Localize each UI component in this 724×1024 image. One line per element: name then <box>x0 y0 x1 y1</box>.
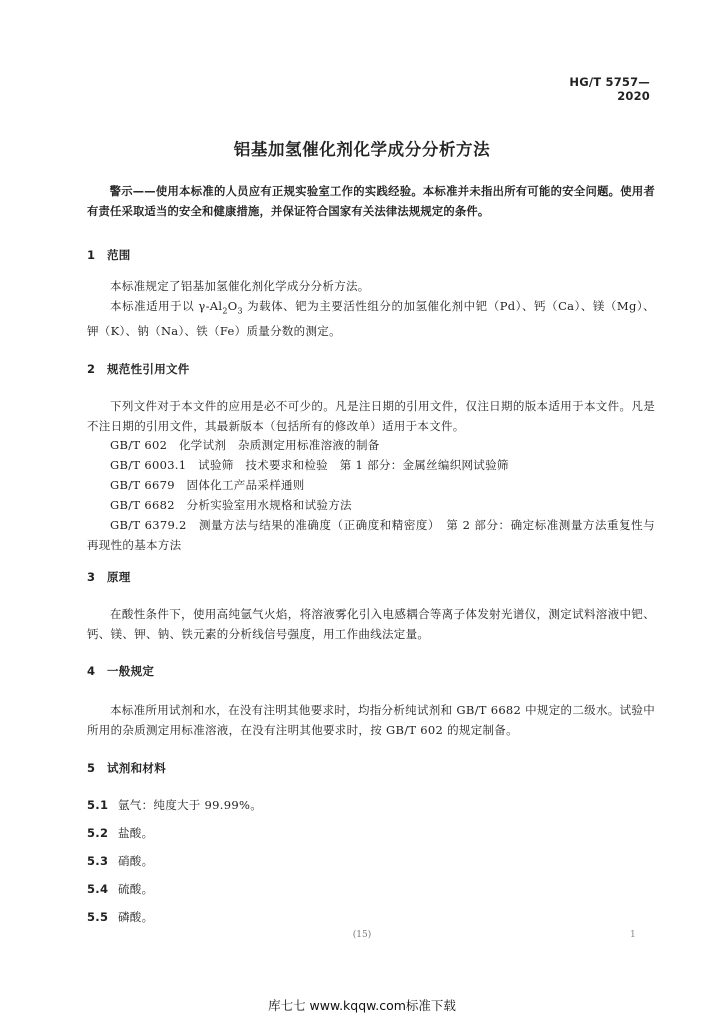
item-text: 硫酸。 <box>118 882 154 896</box>
document-title: 铝基加氢催化剂化学成分分析方法 <box>233 140 491 159</box>
scope-text-part: 本标准适用于以 γ-Al <box>110 299 223 313</box>
principle-paragraph: 在酸性条件下，使用高纯氩气火焰，将溶液雾化引入电感耦合等离子体发射光谱仪，测定试料溶液中钯、钙、镁、钾、钠、铁元素的分析线信号强度，用工作曲线法定量。 <box>87 607 655 641</box>
scope-paragraph-2 <box>87 296 655 341</box>
section-number: 3 <box>87 570 96 584</box>
item-number: 5.5 <box>87 910 109 924</box>
page-label: (15) <box>352 930 372 940</box>
standard-number: HG/T 5757—2020 <box>569 75 650 103</box>
section-heading-1 <box>87 247 131 263</box>
subscript: 2 <box>222 306 228 316</box>
section-heading-3 <box>87 569 131 585</box>
section-heading-5 <box>87 760 166 776</box>
reference-item: GB/T 6003.1 试验筛 技术要求和检验 第 1 部分：金属丝编织网试验筛 <box>110 458 509 472</box>
item-number: 5.3 <box>87 854 109 868</box>
reference-item: GB/T 6679 固体化工产品采样通则 <box>110 478 305 492</box>
section-title: 一般规定 <box>107 664 155 678</box>
site-watermark: 库七七 www.kqqw.com标准下载 <box>268 998 456 1013</box>
section-number: 4 <box>87 664 96 678</box>
scope-text-part: O <box>227 299 238 313</box>
item-text: 氩气：纯度大于 99.99%。 <box>118 798 263 812</box>
reference-item: GB/T 602 化学试剂 杂质测定用标准溶液的制备 <box>110 438 380 452</box>
reagent-item <box>87 797 262 813</box>
item-number: 5.2 <box>87 826 109 840</box>
reagent-item <box>87 825 153 841</box>
subscript: 3 <box>237 306 243 316</box>
section-title: 原理 <box>107 570 131 584</box>
scope-text-part: 为载体、钯为主要活性组分的加氢催化剂中钯（Pd）、钙（Ca）、镁（Mg）、钾（K）、钠（Na）、铁（Fe）质量分数的测定。 <box>87 299 655 339</box>
general-rules-paragraph: 本标准所用试剂和水，在没有注明其他要求时，均指分析纯试剂和 GB/T 6682 中规定的二级水。试验中所用的杂质测定用标准溶液，在没有注明其他要求时，按 GB/T 602 的规定制备。 <box>87 703 655 737</box>
reference-item: GB/T 6682 分析实验室用水规格和试验方法 <box>110 498 352 512</box>
section-title: 规范性引用文件 <box>107 362 190 376</box>
item-number: 5.4 <box>87 882 109 896</box>
section-heading-4 <box>87 663 154 679</box>
section-number: 1 <box>87 248 96 262</box>
references-intro: 下列文件对于本文件的应用是必不可少的。凡是注日期的引用文件，仅注日期的版本适用于本文件。凡是不注日期的引用文件，其最新版本（包括所有的修改单）适用于本文件。 <box>87 399 655 433</box>
section-title: 范围 <box>107 248 131 262</box>
reagent-item <box>87 909 153 925</box>
scope-paragraph-1: 本标准规定了铝基加氢催化剂化学成分分析方法。 <box>110 279 370 293</box>
item-text: 盐酸。 <box>118 826 154 840</box>
section-number: 2 <box>87 362 96 376</box>
section-title: 试剂和材料 <box>107 761 166 775</box>
section-heading-2 <box>87 361 190 377</box>
item-number: 5.1 <box>87 798 109 812</box>
safety-warning: 警示——使用本标准的人员应有正规实验室工作的实践经验。本标准并未指出所有可能的安全问题。使用者有责任采取适当的安全和健康措施，并保证符合国家有关法律法规规定的条件。 <box>87 185 655 218</box>
reagent-item <box>87 881 153 897</box>
reference-item-last: GB/T 6379.2 测量方法与结果的准确度（正确度和精密度） 第 2 部分：确定标准测量方法重复性与再现性的基本方法 <box>87 518 655 552</box>
reagent-item <box>87 853 153 869</box>
section-number: 5 <box>87 761 96 775</box>
item-text: 磷酸。 <box>118 910 154 924</box>
page-number: 1 <box>630 930 636 940</box>
item-text: 硝酸。 <box>118 854 154 868</box>
